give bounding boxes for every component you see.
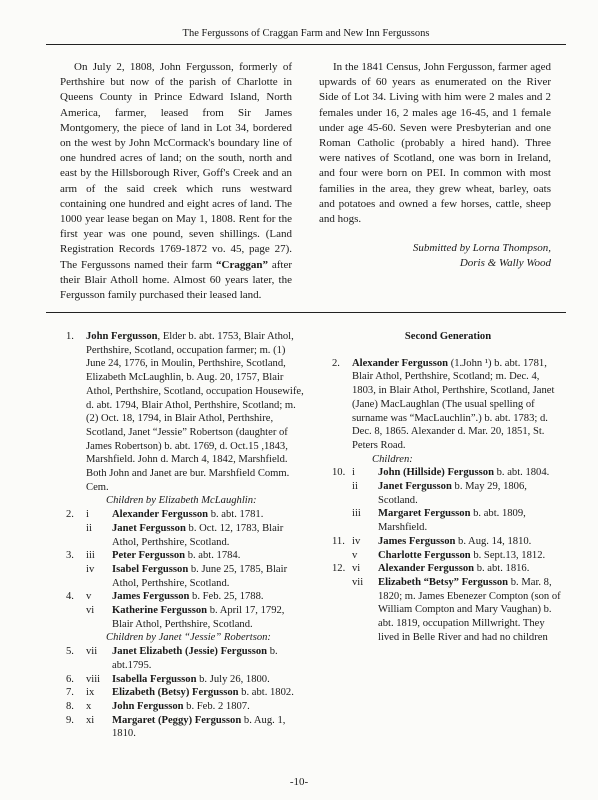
child-entry: 6. viii Isabella Fergusson b. July 26, 1800. [66, 673, 270, 685]
second-generation [332, 330, 564, 644]
section-rule [46, 312, 566, 313]
children-heading-2: Children by Janet “Jessie” Robertson: [106, 632, 271, 644]
child-name: Janet Fergusson [112, 522, 186, 534]
child-name: Isabel Fergusson [112, 563, 189, 575]
page-number: -10- [289, 776, 309, 788]
child-entry: 5. vii Janet Elizabeth (Jessie) Fergusson b. abt.1795. [66, 646, 278, 671]
child-name: Elizabeth (Betsy) Fergusson [112, 687, 239, 699]
child-name: Margaret Fergusson [378, 508, 471, 520]
children-heading: Children by Elizabeth McLaughlin: [106, 495, 257, 507]
child-entry: iv Isabel Fergusson b. June 25, 1785, Blair Athol, Perthshire, Scotland. [86, 563, 288, 589]
child-entry: iii Margaret Fergusson b. abt. 1809, Marshfield. [352, 508, 526, 534]
running-header: The Fergussons of Craggan Farm and New Inn Fergussons [182, 28, 430, 39]
family-entry-2: 2. Alexander Fergusson (1.John ¹) b. abt. 1781, Blair Athol, Perthshire, Scotland; m. Dec. 4, 1803, in Blair Athol, Perthshire, Scotland, Janet (Jane) MacLaughlan (The usual spelling of surname was “MacLauchlin”.) b. abt. 1783; d. Dec. 8, 1865. Alexander d. Mar. 20, 1851, St. Peters Road. [332, 357, 555, 451]
submitted-by: Submitted by Lorna Thompson, [412, 242, 551, 255]
children-heading: Children: [372, 453, 413, 465]
child-name: Isabella Fergusson [112, 673, 197, 685]
child-entry: 9. xi Margaret (Peggy) Fergusson b. Aug. 1, 1810. [66, 714, 286, 740]
farm-name: “Craggan” [216, 258, 268, 271]
child-entry: v Charlotte Fergusson b. Sept.13, 1812. [352, 549, 546, 561]
children-list-elizabeth [66, 508, 306, 631]
header-rule [46, 44, 566, 45]
child-entry: ii Janet Fergusson b. May 29, 1806, Scotland. [352, 481, 527, 506]
person-name: Alexander Fergusson [352, 357, 449, 369]
child-entry: 10. i John (Hillside) Fergusson b. abt. 1804. [332, 467, 550, 479]
person-name: John Fergusson [86, 331, 158, 342]
child-entry: 8. x John Fergusson b. Feb. 2 1807. [66, 700, 250, 712]
child-name: Janet Fergusson [378, 481, 452, 493]
child-entry: 4. v James Fergusson b. Feb. 25, 1788. [66, 591, 264, 603]
child-name: Peter Fergusson [112, 550, 186, 562]
child-name: John (Hillside) Fergusson [378, 467, 494, 479]
children-list-janet [66, 645, 306, 741]
child-name: Alexander Fergusson [378, 563, 475, 575]
child-name: Janet Elizabeth (Jessie) Fergusson [112, 646, 268, 658]
child-entry: 11. iv James Fergusson b. Aug. 14, 1810. [332, 535, 532, 547]
child-name: Elizabeth “Betsy” Fergusson [378, 576, 509, 588]
child-name: James Fergusson [378, 535, 456, 547]
child-name: Margaret (Peggy) Fergusson [112, 714, 242, 726]
child-entry: 7. ix Elizabeth (Betsy) Fergusson b. abt. 1802. [66, 687, 294, 699]
child-name: John Fergusson [112, 700, 184, 712]
intro-left-paragraph: On July 2, 1808, John Fergusson, formerly of Perthshire but now of the parish of Charlotte in Queens County in Prince Edward Island, North America, farmer, leased from Sir James Montgomery, the piece of land in Lot 34, bordered on the west by John McCormack's boundary line of one hundred acres of land; on the south, north and east by the Hillsborough River, Goff's Creek and an arm of the said creek which runs westward containing one hundred and eight acres of land. The 1000 year lease began on May 1, 1808. Rent for the first year was one pound, seven shillings. (Land Registration Records 1769-1872 vo. 45, page 27). The Fergussons named their farm “Craggan” after their Blair Atholl home. Almost 60 years later, the Fergusson family purchased their leased land. [60, 61, 292, 302]
child-entry: vii Elizabeth “Betsy” Fergusson b. Mar. 8, 1820; m. James Ebenezer Compton (son of William Compton and Mary Vaughan) b. abt. 1819, occupation Millwright. They lived in Belle River and had no children [352, 576, 561, 643]
submitted-names: Doris & Wally Wood [459, 257, 551, 270]
child-entry: vi Katherine Fergusson b. April 17, 1792, Blair Athol, Perthshire, Scotland. [86, 605, 285, 630]
child-name: Katherine Fergusson [112, 605, 208, 617]
child-entry: 3. iii Peter Fergusson b. abt. 1784. [66, 550, 241, 562]
intro-right-paragraph: In the 1841 Census, John Fergusson, farmer aged upwards of 60 years as enumerated on the River Side of Lot 34. Living with him were 2 males and 2 females under 16, 2 males age 16-45, and 1 female under age 45-60. Seven were Presbyterian and one Roman Catholic (probably a hired hand). Three were natives of Scotland, one was born in Ireland, and four were born on PEI. In common with most families in the area, they grew wheat, barley, oats and potatoes and owned a few horses, cattle, sheep and hogs. [319, 61, 551, 226]
child-name: James Fergusson [112, 591, 190, 603]
child-name: Charlotte Fergusson [378, 549, 471, 561]
child-entry: 2. i Alexander Fergusson b. abt. 1781. [66, 509, 264, 521]
section-heading: Second Generation [404, 331, 492, 342]
family-entry-1: 1. John Fergusson, Elder b. abt. 1753, Blair Athol, Perthshire, Scotland, occupation farmer; m. (1) June 24, 1776, in Moulin, Perthshire, Scotland, Elizabeth McLaughlin, b. Aug. 20, 1757, Blair Athol, Perthshire, Scotland, occupation Housewife, d. abt. 1794, Blair Athol, Perthshire, Scotland; m. (2) Oct. 18, 1794, in Blair Athol, Perthshire, Scotland, Janet “Jessie” Robertson (daughter of James Robertson) b. abt. 1769, d. Oct.15 ,1843, Marshfield. John d. March 4, 1842, Marshfield. Both John and Janet are bur. Marshfield Comm. Cem. [66, 331, 304, 493]
intro-left-column [60, 60, 292, 303]
children-list [332, 466, 564, 644]
intro-right-column [319, 60, 551, 271]
child-entry: ii Janet Fergusson b. Oct. 12, 1783, Blair Athol, Perthshire, Scotland. [86, 522, 284, 548]
first-generation [66, 330, 306, 741]
child-name: Alexander Fergusson [112, 509, 209, 521]
child-entry: 12. vi Alexander Fergusson b. abt. 1816. [332, 563, 530, 575]
